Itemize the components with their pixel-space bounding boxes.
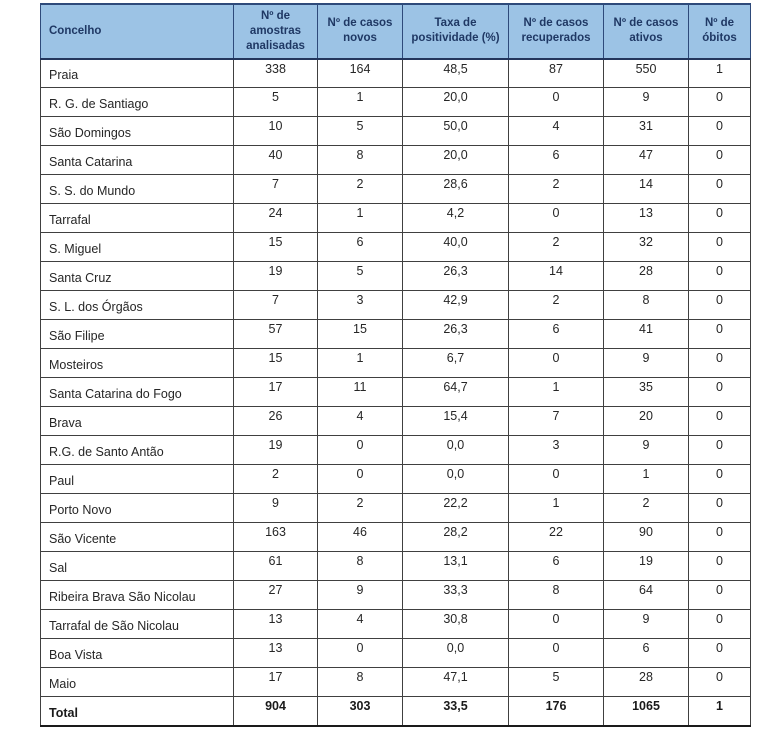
concelho-name: São Domingos bbox=[41, 117, 234, 146]
value-cell: 15 bbox=[318, 320, 403, 349]
value-cell: 8 bbox=[318, 668, 403, 697]
value-cell: 0 bbox=[689, 494, 751, 523]
value-cell: 61 bbox=[234, 552, 318, 581]
column-header: Nº de casos novos bbox=[318, 4, 403, 59]
value-cell: 0 bbox=[689, 465, 751, 494]
column-header-concelho: Concelho bbox=[41, 4, 234, 59]
table-row bbox=[41, 291, 751, 320]
value-cell: 5 bbox=[234, 88, 318, 117]
value-cell: 0 bbox=[689, 233, 751, 262]
total-label: Total bbox=[41, 697, 234, 726]
table-row bbox=[41, 668, 751, 697]
concelho-name: São Filipe bbox=[41, 320, 234, 349]
concelho-name: Mosteiros bbox=[41, 349, 234, 378]
value-cell: 0 bbox=[689, 436, 751, 465]
table-row bbox=[41, 552, 751, 581]
concelho-name: Santa Catarina bbox=[41, 146, 234, 175]
value-cell: 0 bbox=[689, 88, 751, 117]
value-cell: 4 bbox=[318, 407, 403, 436]
concelho-name: R. G. de Santiago bbox=[41, 88, 234, 117]
value-cell: 8 bbox=[604, 291, 689, 320]
value-cell: 3 bbox=[509, 436, 604, 465]
table-row bbox=[41, 610, 751, 639]
table-row bbox=[41, 204, 751, 233]
value-cell: 6 bbox=[509, 552, 604, 581]
value-cell: 28 bbox=[604, 668, 689, 697]
value-cell: 2 bbox=[318, 175, 403, 204]
table-row bbox=[41, 146, 751, 175]
value-cell: 15 bbox=[234, 233, 318, 262]
concelho-name: Sal bbox=[41, 552, 234, 581]
value-cell: 0 bbox=[689, 523, 751, 552]
value-cell: 48,5 bbox=[403, 59, 509, 88]
value-cell: 7 bbox=[234, 175, 318, 204]
value-cell: 13 bbox=[234, 610, 318, 639]
concelho-name: Ribeira Brava São Nicolau bbox=[41, 581, 234, 610]
value-cell: 0 bbox=[689, 117, 751, 146]
value-cell: 6 bbox=[509, 320, 604, 349]
value-cell: 6 bbox=[509, 146, 604, 175]
concelho-name: Brava bbox=[41, 407, 234, 436]
value-cell: 1 bbox=[689, 697, 751, 726]
value-cell: 64 bbox=[604, 581, 689, 610]
concelho-name: Maio bbox=[41, 668, 234, 697]
value-cell: 26,3 bbox=[403, 262, 509, 291]
value-cell: 13 bbox=[234, 639, 318, 668]
table-row bbox=[41, 117, 751, 146]
value-cell: 0 bbox=[689, 262, 751, 291]
value-cell: 0 bbox=[689, 320, 751, 349]
value-cell: 1 bbox=[509, 494, 604, 523]
value-cell: 8 bbox=[318, 146, 403, 175]
value-cell: 9 bbox=[604, 610, 689, 639]
table-body bbox=[41, 59, 751, 726]
value-cell: 5 bbox=[318, 262, 403, 291]
value-cell: 50,0 bbox=[403, 117, 509, 146]
value-cell: 0,0 bbox=[403, 465, 509, 494]
value-cell: 0 bbox=[689, 407, 751, 436]
table-row bbox=[41, 581, 751, 610]
value-cell: 163 bbox=[234, 523, 318, 552]
table-row bbox=[41, 465, 751, 494]
value-cell: 5 bbox=[509, 668, 604, 697]
value-cell: 0 bbox=[318, 465, 403, 494]
value-cell: 164 bbox=[318, 59, 403, 88]
value-cell: 3 bbox=[318, 291, 403, 320]
table-row bbox=[41, 262, 751, 291]
value-cell: 32 bbox=[604, 233, 689, 262]
value-cell: 0 bbox=[689, 204, 751, 233]
value-cell: 7 bbox=[234, 291, 318, 320]
value-cell: 22,2 bbox=[403, 494, 509, 523]
value-cell: 35 bbox=[604, 378, 689, 407]
value-cell: 30,8 bbox=[403, 610, 509, 639]
value-cell: 176 bbox=[509, 697, 604, 726]
value-cell: 0 bbox=[689, 291, 751, 320]
value-cell: 0 bbox=[689, 349, 751, 378]
value-cell: 6 bbox=[318, 233, 403, 262]
value-cell: 7 bbox=[509, 407, 604, 436]
table-row bbox=[41, 175, 751, 204]
value-cell: 1 bbox=[509, 378, 604, 407]
value-cell: 8 bbox=[509, 581, 604, 610]
concelho-name: São Vicente bbox=[41, 523, 234, 552]
value-cell: 19 bbox=[234, 262, 318, 291]
value-cell: 6,7 bbox=[403, 349, 509, 378]
value-cell: 4 bbox=[509, 117, 604, 146]
value-cell: 4 bbox=[318, 610, 403, 639]
column-header: Taxa de positividade (%) bbox=[403, 4, 509, 59]
value-cell: 24 bbox=[234, 204, 318, 233]
value-cell: 0 bbox=[689, 581, 751, 610]
value-cell: 28,6 bbox=[403, 175, 509, 204]
concelho-name: Praia bbox=[41, 59, 234, 88]
concelho-name: Santa Catarina do Fogo bbox=[41, 378, 234, 407]
value-cell: 0 bbox=[509, 88, 604, 117]
value-cell: 47,1 bbox=[403, 668, 509, 697]
table-row bbox=[41, 320, 751, 349]
value-cell: 26 bbox=[234, 407, 318, 436]
value-cell: 0 bbox=[689, 610, 751, 639]
concelho-name: Paul bbox=[41, 465, 234, 494]
value-cell: 20,0 bbox=[403, 88, 509, 117]
table-row bbox=[41, 494, 751, 523]
value-cell: 17 bbox=[234, 378, 318, 407]
value-cell: 1065 bbox=[604, 697, 689, 726]
value-cell: 9 bbox=[604, 436, 689, 465]
column-header: Nº de casos recuperados bbox=[509, 4, 604, 59]
value-cell: 47 bbox=[604, 146, 689, 175]
value-cell: 2 bbox=[604, 494, 689, 523]
table-row bbox=[41, 88, 751, 117]
value-cell: 10 bbox=[234, 117, 318, 146]
value-cell: 1 bbox=[318, 349, 403, 378]
concelho-name: S. S. do Mundo bbox=[41, 175, 234, 204]
covid-municipality-table bbox=[40, 3, 751, 727]
value-cell: 0 bbox=[689, 378, 751, 407]
value-cell: 0,0 bbox=[403, 639, 509, 668]
value-cell: 550 bbox=[604, 59, 689, 88]
value-cell: 15,4 bbox=[403, 407, 509, 436]
value-cell: 19 bbox=[234, 436, 318, 465]
value-cell: 0 bbox=[689, 552, 751, 581]
value-cell: 27 bbox=[234, 581, 318, 610]
column-header: Nº de óbitos bbox=[689, 4, 751, 59]
value-cell: 0 bbox=[689, 668, 751, 697]
value-cell: 14 bbox=[604, 175, 689, 204]
value-cell: 17 bbox=[234, 668, 318, 697]
concelho-name: R.G. de Santo Antão bbox=[41, 436, 234, 465]
value-cell: 9 bbox=[234, 494, 318, 523]
concelho-name: Santa Cruz bbox=[41, 262, 234, 291]
value-cell: 9 bbox=[604, 88, 689, 117]
value-cell: 13 bbox=[604, 204, 689, 233]
table-row bbox=[41, 407, 751, 436]
value-cell: 8 bbox=[318, 552, 403, 581]
value-cell: 20 bbox=[604, 407, 689, 436]
value-cell: 0 bbox=[509, 349, 604, 378]
value-cell: 0 bbox=[318, 436, 403, 465]
value-cell: 57 bbox=[234, 320, 318, 349]
concelho-name: Tarrafal bbox=[41, 204, 234, 233]
table-row bbox=[41, 436, 751, 465]
value-cell: 87 bbox=[509, 59, 604, 88]
value-cell: 13,1 bbox=[403, 552, 509, 581]
value-cell: 0 bbox=[509, 204, 604, 233]
value-cell: 15 bbox=[234, 349, 318, 378]
value-cell: 5 bbox=[318, 117, 403, 146]
value-cell: 2 bbox=[509, 291, 604, 320]
value-cell: 33,3 bbox=[403, 581, 509, 610]
value-cell: 46 bbox=[318, 523, 403, 552]
table-row bbox=[41, 233, 751, 262]
value-cell: 41 bbox=[604, 320, 689, 349]
value-cell: 2 bbox=[509, 175, 604, 204]
value-cell: 303 bbox=[318, 697, 403, 726]
value-cell: 338 bbox=[234, 59, 318, 88]
value-cell: 19 bbox=[604, 552, 689, 581]
column-header: Nº de casos ativos bbox=[604, 4, 689, 59]
value-cell: 33,5 bbox=[403, 697, 509, 726]
value-cell: 14 bbox=[509, 262, 604, 291]
value-cell: 9 bbox=[604, 349, 689, 378]
value-cell: 20,0 bbox=[403, 146, 509, 175]
value-cell: 0 bbox=[689, 146, 751, 175]
value-cell: 0 bbox=[689, 639, 751, 668]
value-cell: 0 bbox=[318, 639, 403, 668]
total-row bbox=[41, 697, 751, 726]
value-cell: 4,2 bbox=[403, 204, 509, 233]
value-cell: 904 bbox=[234, 697, 318, 726]
concelho-name: S. Miguel bbox=[41, 233, 234, 262]
value-cell: 31 bbox=[604, 117, 689, 146]
value-cell: 0 bbox=[689, 175, 751, 204]
value-cell: 6 bbox=[604, 639, 689, 668]
value-cell: 2 bbox=[318, 494, 403, 523]
table-row bbox=[41, 523, 751, 552]
value-cell: 40,0 bbox=[403, 233, 509, 262]
value-cell: 0 bbox=[509, 610, 604, 639]
value-cell: 28,2 bbox=[403, 523, 509, 552]
value-cell: 1 bbox=[689, 59, 751, 88]
concelho-name: Porto Novo bbox=[41, 494, 234, 523]
value-cell: 0 bbox=[509, 639, 604, 668]
value-cell: 11 bbox=[318, 378, 403, 407]
value-cell: 26,3 bbox=[403, 320, 509, 349]
table-header bbox=[41, 4, 751, 59]
value-cell: 42,9 bbox=[403, 291, 509, 320]
value-cell: 0,0 bbox=[403, 436, 509, 465]
column-header: Nº de amostras analisadas bbox=[234, 4, 318, 59]
table-row bbox=[41, 59, 751, 88]
value-cell: 1 bbox=[318, 204, 403, 233]
concelho-name: Tarrafal de São Nicolau bbox=[41, 610, 234, 639]
concelho-name: S. L. dos Órgãos bbox=[41, 291, 234, 320]
value-cell: 2 bbox=[234, 465, 318, 494]
value-cell: 90 bbox=[604, 523, 689, 552]
value-cell: 40 bbox=[234, 146, 318, 175]
value-cell: 64,7 bbox=[403, 378, 509, 407]
value-cell: 28 bbox=[604, 262, 689, 291]
value-cell: 1 bbox=[318, 88, 403, 117]
table-row bbox=[41, 349, 751, 378]
table-row bbox=[41, 378, 751, 407]
header-row bbox=[41, 4, 751, 59]
value-cell: 9 bbox=[318, 581, 403, 610]
table-row bbox=[41, 639, 751, 668]
value-cell: 1 bbox=[604, 465, 689, 494]
value-cell: 2 bbox=[509, 233, 604, 262]
value-cell: 0 bbox=[509, 465, 604, 494]
concelho-name: Boa Vista bbox=[41, 639, 234, 668]
value-cell: 22 bbox=[509, 523, 604, 552]
